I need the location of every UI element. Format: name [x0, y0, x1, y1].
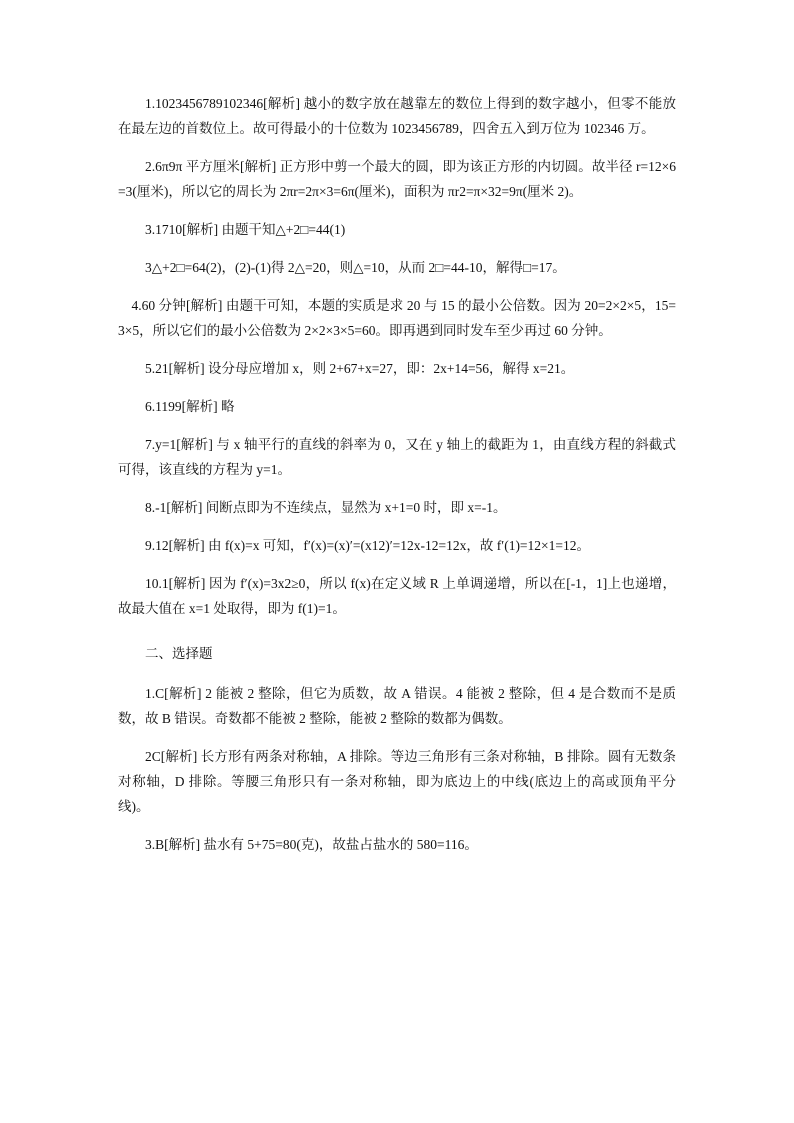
paragraph-answer-4: 4.60 分钟[解析] 由题干可知，本题的实质是求 20 与 15 的最小公倍数。因为 20=2×2×5，15=3×5，所以它们的最小公倍数为 2×2×3×5=60。即再遇到同时发车至少再过 60 分钟。	[118, 297, 676, 338]
paragraph-choice-3: 3.B[解析] 盐水有 5+75=80(克)，故盐占盐水的 580=116。	[145, 837, 478, 853]
paragraph-answer-6: 6.1199[解析] 略	[145, 398, 235, 414]
paragraph-answer-7: 7.y=1[解析] 与 x 轴平行的直线的斜率为 0，又在 y 轴上的截距为 1，由直线方程的斜截式可得，该直线的方程为 y=1。	[118, 436, 676, 477]
paragraph-answer-1: 1.1023456789102346[解析] 越小的数字放在越靠左的数位上得到的数字越小，但零不能放在最左边的首数位上。故可得最小的十位数为 1023456789，四舍五入到万位为 102346 万。	[118, 96, 676, 136]
paragraph-answer-5: 5.21[解析] 设分母应增加 x，则 2+67+x=27，即：2x+14=56，解得 x=21。	[145, 360, 575, 376]
section-heading-multiple-choice: 二、选择题	[145, 645, 213, 661]
paragraph-choice-1: 1.C[解析] 2 能被 2 整除，但它为质数，故 A 错误。4 能被 2 整除，但 4 是合数而不是质数，故 B 错误。奇数都不能被 2 整除，能被 2 整除的数都为偶数。	[118, 686, 676, 727]
paragraph-answer-3b: 3△+2□=64(2)，(2)-(1)得 2△=20，则△=10，从而 2□=44-10，解得□=17。	[145, 259, 566, 275]
paragraph-answer-2: 2.6π9π 平方厘米[解析] 正方形中剪一个最大的圆，即为该正方形的内切圆。故半径 r=12×6=3(厘米)，所以它的周长为 2πr=2π×3=6π(厘米)，面积为 πr2=π×32=9π(厘米 2)。	[118, 158, 676, 199]
paragraph-answer-10: 10.1[解析] 因为 f′(x)=3x2≥0，所以 f(x)在定义域 R 上单调递增，所以在[-1，1]上也递增，故最大值在 x=1 处取得，即为 f(1)=1。	[118, 575, 676, 616]
paragraph-answer-8: 8.-1[解析] 间断点即为不连续点，显然为 x+1=0 时，即 x=-1。	[145, 499, 507, 515]
document-body	[118, 92, 676, 858]
paragraph-choice-2: 2C[解析] 长方形有两条对称轴，A 排除。等边三角形有三条对称轴，B 排除。圆有无数条对称轴，D 排除。等腰三角形只有一条对称轴，即为底边上的中线(底边上的高或顶角平分线)。	[118, 749, 676, 815]
paragraph-answer-9: 9.12[解析] 由 f(x)=x 可知，f′(x)=(x)′=(x12)′=12x-12=12x，故 f′(1)=12×1=12。	[145, 537, 591, 553]
paragraph-answer-3: 3.1710[解析] 由题干知△+2□=44(1)	[145, 221, 346, 237]
